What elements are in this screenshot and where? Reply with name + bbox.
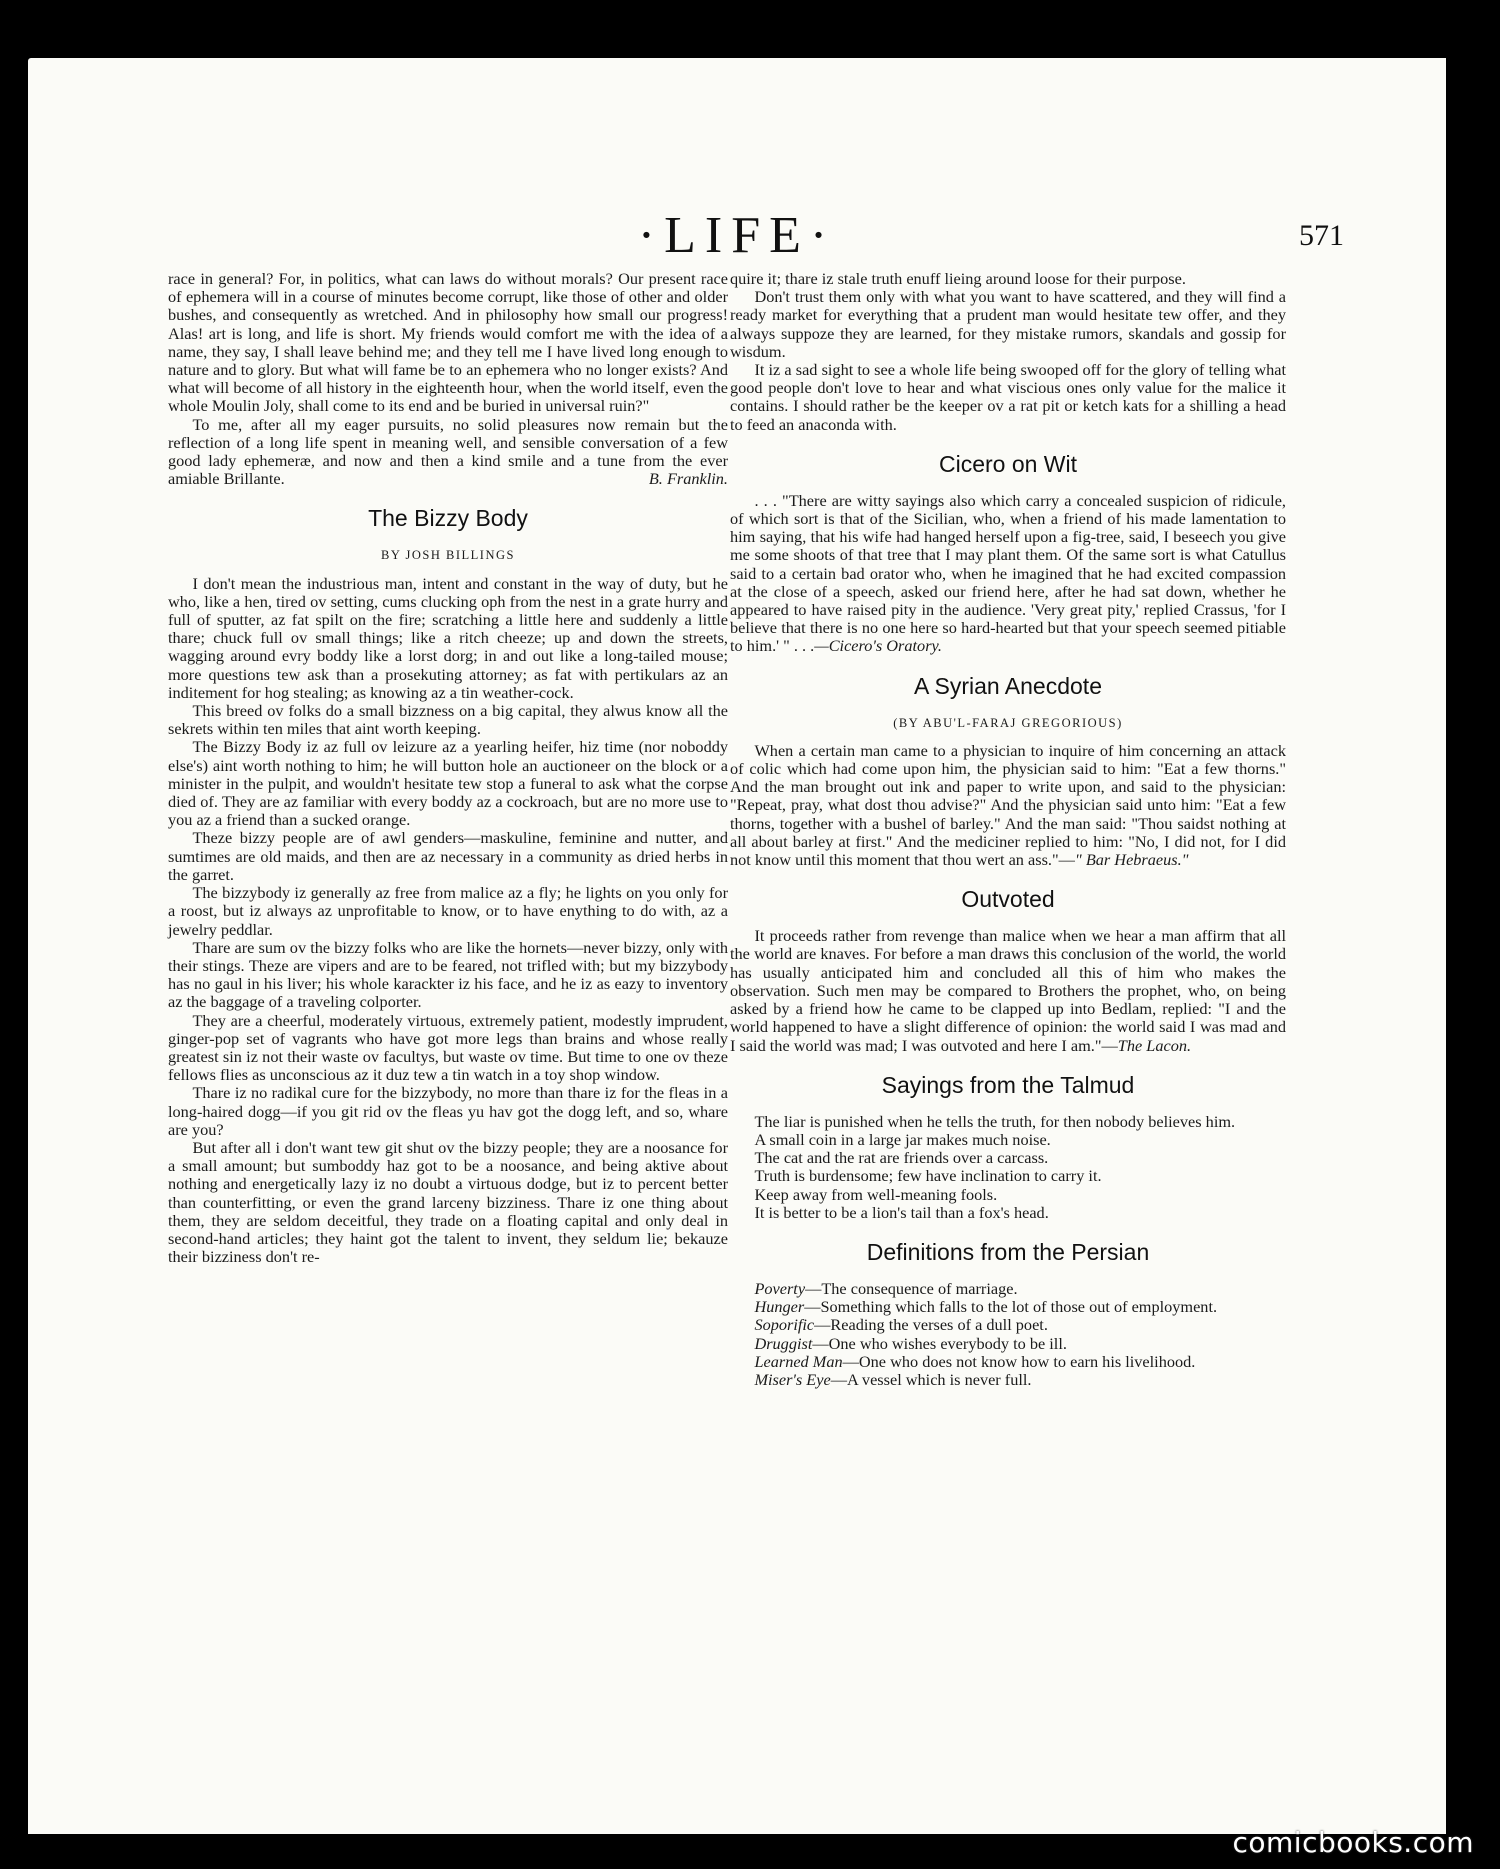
cicero-text: . . . "There are witty sayings also which carry a concealed suspicion of ridicule, of which sort is that of the Sicilian, who, when a friend of his made lamentation to him saying, that his wife had hanged herself upon a fig-tree, said, I beseech you give me some shoots of that tree that I may plant them. Of the same sort is what Catullus said to a certain bad orator who, when he imagined that he had excited compassion at the close of a speech, asked our friend here, after he had sat down, whether he appeared to have raised pity in the audience. 'Very great pity,' replied Crassus, 'for I believe that there is no one here so hard-hearted but that your speech seemed pitiable to him.' " . . .—Cicero's Oratory. <box>730 490 1286 656</box>
franklin-paragraph: To me, after all my eager pursuits, no solid pleasures now remain but the reflection of a long life spent in meaning well, and sensible conversation of a few good lady ephemeræ, and now and then a kind smile and a tune from the ever amiable Brillante. B. Franklin. <box>168 414 728 489</box>
bizzy-body-title: The Bizzy Body <box>368 505 528 532</box>
syrian-source: " Bar Hebraeus." <box>1074 850 1189 870</box>
bizzy-paragraph: Thare are sum ov the bizzy folks who are like the hornets—never bizzy, only with their stings. Theze are vipers and are to be feared, not trifled with; but my bizzybody has no gaul in his liver; his whole karackter iz his face, and he iz as eazy to inventory az the baggage of a traveling colporter. <box>168 937 728 1012</box>
franklin-signature: B. Franklin. <box>648 469 728 489</box>
right-column <box>730 270 1286 1389</box>
talmud-title: Sayings from the Talmud <box>881 1071 1135 1098</box>
franklin-paragraph: race in general? For, in politics, what can laws do without morals? Our present race of ephemera will in a course of minutes become corrupt, like those of other and older bushes, and consequently as wretched. And in philosophy how small our progress! Alas! art is long, and life is short. My friends would comfort me with the idea of a name, they say, I shall leave behind me; and they tell me I have lived long enough to nature and to glory. But what will fame be to an ephemera who no longer exists? And what will become of all history in the eighteenth hour, when the world itself, even the whole Moulin Joly, shall come to its end and be buried in universal ruin?" <box>168 269 728 416</box>
bizzy-paragraph: The bizzybody iz generally az free from malice az a fly; he lights on you only for a roost, but iz always az unprofitable to know, or to have enything to do with, az a jewelry peddlar. <box>168 883 728 939</box>
bizzy-paragraph: But after all i don't want tew git shut ov the bizzy people; they are a noosance for a small amount; but sumboddy haz got to be a noosance, and being aktive about nothing and energetically lazy iz no doubt a virtuous dodge, but iz to percent better than counterfitting, or even the grand larceny bizziness. Thare iz one thing about them, they are seldom deceitful, they trade on a floating capital and only deal in second-hand articles; they haint got the talent to invent, they seldum lie; bekauze their bizziness don't re- <box>168 1137 728 1267</box>
bizzy-continued-paragraph: It iz a sad sight to see a whole life being swooped off for the glory of telling what good people don't love to hear and what viscious ones only value for the malice it contains. I should rather be the keeper ov a rat pit or ketch kats for a shilling a head to feed an anaconda with. <box>730 360 1286 434</box>
bizzy-paragraph: The Bizzy Body iz az full ov leizure az a yearling heifer, hiz time (nor noboddy else's) aint worth nothing to him; he will button hole an auctioneer on the block or a minister in the pulpit, and wouldn't hesitate tew stop a funeral to ask what the corpse died of. They are az familiar with every boddy az a cockroach, but are no more use to you az a friend than a sucked orange. <box>168 737 728 830</box>
persian-definition: Druggist—One who wishes everybody to be ill. <box>754 1333 1067 1353</box>
talmud-saying: It is better to be a lion's tail than a fox's head. <box>754 1202 1049 1222</box>
bizzy-paragraph: Theze bizzy people are of awl genders—maskuline, feminine and nutter, and sumtimes are old maids, and then are az necessary in a community as dried herbs in the garret. <box>168 828 728 884</box>
bizzy-continued-paragraph: quire it; thare iz stale truth enuff lieing around loose for their purpose. <box>730 269 1186 288</box>
left-column <box>168 270 728 1266</box>
persian-definition: Poverty—The consequence of marriage. <box>754 1278 1018 1298</box>
persian-title: Definitions from the Persian <box>866 1238 1150 1265</box>
talmud-saying: The cat and the rat are friends over a carcass. <box>754 1148 1049 1168</box>
persian-definition: Learned Man—One who does not know how to earn his livelihood. <box>754 1351 1196 1371</box>
outvoted-title: Outvoted <box>961 886 1055 913</box>
masthead: ·LIFE· <box>637 207 837 264</box>
talmud-saying: The liar is punished when he tells the truth, for then nobody believes him. <box>754 1111 1236 1131</box>
bizzy-body-byline: BY JOSH BILLINGS <box>381 548 515 563</box>
bizzy-continued-paragraph: Don't trust them only with what you want to have scattered, and they will find a ready market for everything that a prudent man would hesitate tew offer, and they always suppoze they are learned, for they mistake rumors, skandals and gossip for wisdum. <box>730 287 1286 361</box>
talmud-saying: Keep away from well-meaning fools. <box>754 1184 998 1204</box>
talmud-saying: Truth is burdensome; few have inclination to carry it. <box>754 1166 1102 1186</box>
persian-definition: Miser's Eye—A vessel which is never full. <box>754 1369 1032 1389</box>
bizzy-paragraph: They are a cheerful, moderately virtuous, extremely patient, modestly imprudent, ginger-pop set of vagrants who have got more legs than brains and whose really greatest sin iz not their waste ov facultys, but waste ov time. But time to one ov theze fellows flies as unconscious az it duz tew a tin watch in a toy shop window. <box>168 1010 728 1085</box>
talmud-list <box>730 1113 1286 1222</box>
talmud-saying: A small coin in a large jar makes much noise. <box>754 1129 1051 1149</box>
outvoted-text: It proceeds rather from revenge than malice when we hear a man affirm that all the world are knaves. For before a man draws this conclusion of the world, the world has usually anticipated him and concluded all this of him who makes the observation. Such men may be compared to Brothers the prophet, who, on being asked by a friend how he came to be clapped up into Bedlam, replied: "I and the world happened to have a slight difference of opinion: the world said I was mad and I said the world was mad; I was outvoted and here I am."—The Lacon. <box>730 926 1286 1055</box>
bizzy-paragraph: Thare iz no radikal cure for the bizzybody, no more than thare iz for the fleas in a long-haired dogg—if you git rid ov the fleas yu hav got the dogg left, and so, whare are you? <box>168 1083 728 1139</box>
outvoted-source: The Lacon. <box>1117 1035 1192 1055</box>
cicero-title: Cicero on Wit <box>938 450 1078 477</box>
bizzy-paragraph: This breed ov folks do a small bizzness on a big capital, they alwus know all the sekrets within ten miles that aint worth keeping. <box>168 701 728 739</box>
persian-definition: Hunger—Something which falls to the lot of those out of employment. <box>754 1297 1218 1317</box>
cicero-source: —Cicero's Oratory. <box>814 636 942 656</box>
page-header <box>28 206 1446 266</box>
bizzy-paragraph: I don't mean the industrious man, intent and constant in the way of duty, but he who, like a hen, tired ov setting, cums clucking oph from the nest in a grate hurry and full of sputter, az fat spilt on the fire; scratching a little here and suddenly a little thare; chuck full ov small things; like a ritch cheeze; up and down the streets, wagging around evry boddy like a lorst dorg; in and out like a long-tailed mouse; more questions tew ask than a prosekuting attorney; as fat with pertikulars az an inditement for hog stealing; as knowing az a tin weather-cock. <box>168 573 728 702</box>
site-watermark: comicbooks.com <box>1232 1826 1474 1859</box>
syrian-title: A Syrian Anecdote <box>914 672 1102 699</box>
syrian-text: When a certain man came to a physician to inquire of him concerning an attack of colic which had come upon him, the physician said to him: "Eat a few thorns." And the man brought out ink and paper to write upon, and said to the physician: "Repeat, pray, what dost thou advise?" And the physician said unto him: "Eat a few thorns, together with a bushel of barley." And the man said: "Thou saidst nothing at all about barley at first." And the mediciner replied to him: "No, I did not, for I did not know until this moment that thou wert an ass."—" Bar Hebraeus." <box>730 740 1286 870</box>
syrian-byline: (BY ABU'L-FARAJ GREGORIOUS) <box>893 715 1123 730</box>
page-number: 571 <box>1299 219 1344 252</box>
persian-definitions <box>730 1280 1286 1389</box>
persian-definition: Soporific—Reading the verses of a dull poet. <box>754 1315 1048 1335</box>
